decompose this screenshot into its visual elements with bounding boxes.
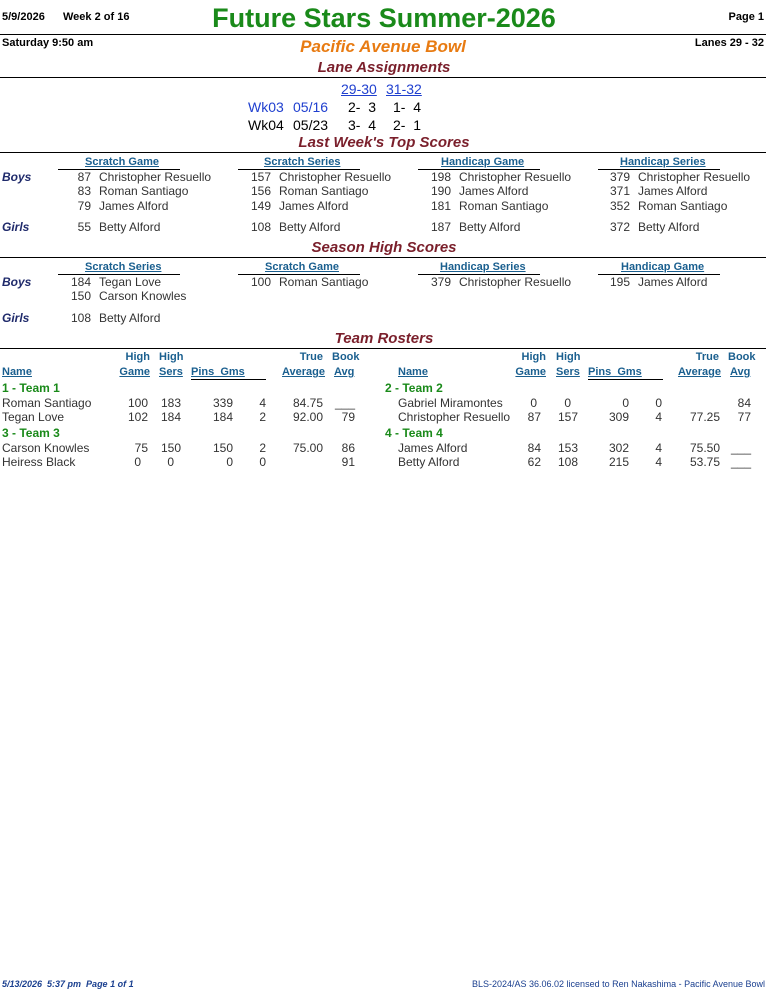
col-book: Book (728, 351, 756, 363)
lane-row-pair-b: 2- 1 (393, 117, 422, 133)
bowler-name: Christopher Resuello (459, 275, 572, 289)
pins: 150 (212, 441, 233, 455)
col-average: Average (678, 366, 722, 378)
bowler-name: James Alford (279, 199, 349, 213)
lane-divider (0, 77, 766, 78)
col-handicap-series: Handicap Series (440, 261, 526, 273)
book-average: 79 (341, 410, 355, 424)
pins: 184 (212, 410, 233, 424)
book-average: 86 (341, 441, 355, 455)
bowler-name: Roman Santiago (459, 199, 549, 213)
player-name: Heiress Black (2, 455, 76, 469)
player-name: Betty Alford (398, 455, 460, 469)
book-average: 77 (737, 410, 751, 424)
player-name: Gabriel Miramontes (398, 396, 503, 410)
col-handicap-game: Handicap Game (621, 261, 705, 273)
col-scratch-series: Scratch Series (85, 261, 162, 273)
book-average: ___ (334, 396, 355, 410)
book-average: ___ (730, 455, 751, 469)
report-date: 5/9/2026 (2, 11, 45, 23)
games: 0 (259, 455, 266, 469)
bowler-name: Betty Alford (459, 220, 521, 234)
col-book: Book (332, 351, 360, 363)
score-value: 55 (77, 220, 91, 234)
boys-label: Boys (2, 275, 32, 289)
col-handicap-series: Handicap Series (620, 156, 706, 168)
games: 0 (655, 396, 662, 410)
high-series: 108 (557, 455, 578, 469)
season-high-divider (0, 257, 766, 258)
score-value: 372 (609, 220, 630, 234)
player-name: James Alford (398, 441, 468, 455)
high-game: 0 (134, 455, 141, 469)
high-game: 62 (527, 455, 541, 469)
bowler-name: Betty Alford (99, 311, 161, 325)
footer-timestamp: 5/13/2026 5:37 pm Page 1 of 1 (2, 979, 134, 989)
score-value: 198 (430, 170, 451, 184)
high-series: 0 (167, 455, 174, 469)
girls-label: Girls (2, 220, 30, 234)
true-average: 53.75 (689, 455, 720, 469)
lane-pair-2: 31-32 (386, 81, 422, 97)
book-average: 91 (341, 455, 355, 469)
col-sers: Sers (556, 366, 580, 378)
team-name: 4 - Team 4 (385, 426, 443, 440)
games: 2 (259, 410, 266, 424)
lanes-range: Lanes 29 - 32 (694, 37, 764, 49)
player-name: Roman Santiago (2, 396, 92, 410)
high-series: 157 (557, 410, 578, 424)
bowler-name: Carson Knowles (99, 289, 187, 303)
high-game: 100 (127, 396, 148, 410)
high-game: 75 (134, 441, 148, 455)
true-average: 84.75 (292, 396, 323, 410)
col-game: Game (119, 366, 150, 378)
lane-row-week: Wk03 (248, 99, 284, 115)
high-series: 184 (160, 410, 181, 424)
bowler-name: Christopher Resuello (99, 170, 212, 184)
col-high-1: High (125, 351, 150, 363)
bowler-name: Christopher Resuello (638, 170, 751, 184)
score-value: 149 (250, 199, 271, 213)
header-divider (0, 34, 766, 35)
team-name: 2 - Team 2 (385, 381, 443, 395)
bowler-name: James Alford (99, 199, 169, 213)
score-value: 195 (609, 275, 630, 289)
score-value: 108 (70, 311, 91, 325)
bowler-name: Tegan Love (99, 275, 162, 289)
lane-row-pair-a: 2- 3 (348, 99, 377, 115)
bowler-name: Christopher Resuello (459, 170, 572, 184)
team-rosters-heading: Team Rosters (334, 330, 434, 347)
score-value: 379 (609, 170, 630, 184)
col-handicap-game: Handicap Game (441, 156, 525, 168)
score-value: 100 (250, 275, 271, 289)
week-indicator: Week 2 of 16 (63, 11, 130, 23)
col-scratch-game: Scratch Game (85, 156, 159, 168)
high-series: 0 (564, 396, 571, 410)
page-number: Page 1 (728, 11, 764, 23)
lane-row-week: Wk04 (248, 117, 284, 133)
col-scratch-game: Scratch Game (265, 261, 339, 273)
score-value: 371 (609, 184, 630, 198)
bowler-name: Christopher Resuello (279, 170, 392, 184)
bowler-name: Roman Santiago (99, 184, 189, 198)
team-name: 3 - Team 3 (2, 426, 60, 440)
league-title: Future Stars Summer-2026 (212, 3, 556, 33)
bowler-name: Roman Santiago (638, 199, 728, 213)
bowler-name: Roman Santiago (279, 275, 369, 289)
true-average: 77.25 (689, 410, 720, 424)
player-name: Tegan Love (2, 410, 65, 424)
book-average: 84 (737, 396, 751, 410)
score-value: 379 (430, 275, 451, 289)
games: 4 (655, 455, 662, 469)
score-value: 150 (70, 289, 91, 303)
col-scratch-series: Scratch Series (264, 156, 341, 168)
score-value: 181 (430, 199, 451, 213)
bowler-name: Roman Santiago (279, 184, 369, 198)
col-pins-gms: Pins Gms (588, 366, 642, 378)
score-value: 352 (609, 199, 630, 213)
bowler-name: James Alford (459, 184, 529, 198)
true-average: 92.00 (292, 410, 323, 424)
true-average: 75.50 (689, 441, 720, 455)
pins: 302 (608, 441, 629, 455)
score-value: 108 (250, 220, 271, 234)
score-value: 187 (430, 220, 451, 234)
boys-label: Boys (2, 170, 32, 184)
book-average: ___ (730, 441, 751, 455)
team-name: 1 - Team 1 (2, 381, 60, 395)
score-value: 184 (70, 275, 91, 289)
bowler-name: Betty Alford (99, 220, 161, 234)
col-pins-gms: Pins Gms (191, 366, 245, 378)
col-name: Name (2, 366, 32, 378)
rosters-divider (0, 348, 766, 349)
col-avg: Avg (730, 366, 751, 378)
lane-row-date: 05/23 (293, 117, 329, 133)
bowler-name: Betty Alford (638, 220, 700, 234)
high-series: 150 (160, 441, 181, 455)
games: 2 (259, 441, 266, 455)
col-underline (191, 379, 266, 380)
pins: 215 (608, 455, 629, 469)
score-value: 83 (77, 184, 91, 198)
pins: 309 (608, 410, 629, 424)
player-name: Carson Knowles (2, 441, 90, 455)
pins: 339 (212, 396, 233, 410)
lane-row-pair-a: 3- 4 (348, 117, 377, 133)
col-sers: Sers (159, 366, 183, 378)
col-true: True (695, 351, 719, 363)
high-game: 102 (127, 410, 148, 424)
col-underline (588, 379, 663, 380)
last-week-heading: Last Week's Top Scores (298, 134, 470, 151)
high-game: 87 (527, 410, 541, 424)
pins: 0 (226, 455, 233, 469)
col-high-2: High (556, 351, 581, 363)
high-series: 153 (557, 441, 578, 455)
col-name: Name (398, 366, 428, 378)
score-value: 79 (77, 199, 91, 213)
lane-row-date: 05/16 (293, 99, 329, 115)
score-value: 157 (250, 170, 271, 184)
bowler-name: James Alford (638, 275, 708, 289)
pins: 0 (622, 396, 629, 410)
col-avg: Avg (334, 366, 355, 378)
player-name: Christopher Resuello (398, 410, 511, 424)
season-high-heading: Season High Scores (311, 239, 457, 256)
high-game: 84 (527, 441, 541, 455)
bowler-name: James Alford (638, 184, 708, 198)
col-game: Game (515, 366, 546, 378)
true-average: 75.00 (292, 441, 323, 455)
high-series: 183 (160, 396, 181, 410)
col-high-2: High (159, 351, 184, 363)
day-time: Saturday 9:50 am (2, 37, 94, 49)
bowler-name: Betty Alford (279, 220, 341, 234)
last-week-divider (0, 152, 766, 153)
high-game: 0 (530, 396, 537, 410)
score-value: 156 (250, 184, 271, 198)
games: 4 (655, 410, 662, 424)
col-average: Average (282, 366, 326, 378)
score-value: 190 (430, 184, 451, 198)
games: 4 (259, 396, 266, 410)
footer-license: BLS-2024/AS 36.06.02 licensed to Ren Nakashima - Pacific Avenue Bowl (471, 979, 765, 989)
score-value: 87 (77, 170, 91, 184)
col-high-1: High (521, 351, 546, 363)
lane-row-pair-b: 1- 4 (393, 99, 422, 115)
lane-pair-1: 29-30 (341, 81, 377, 97)
col-true: True (299, 351, 323, 363)
girls-label: Girls (2, 311, 30, 325)
lane-assignments-heading: Lane Assignments (317, 59, 451, 76)
games: 4 (655, 441, 662, 455)
venue-name: Pacific Avenue Bowl (300, 37, 466, 56)
